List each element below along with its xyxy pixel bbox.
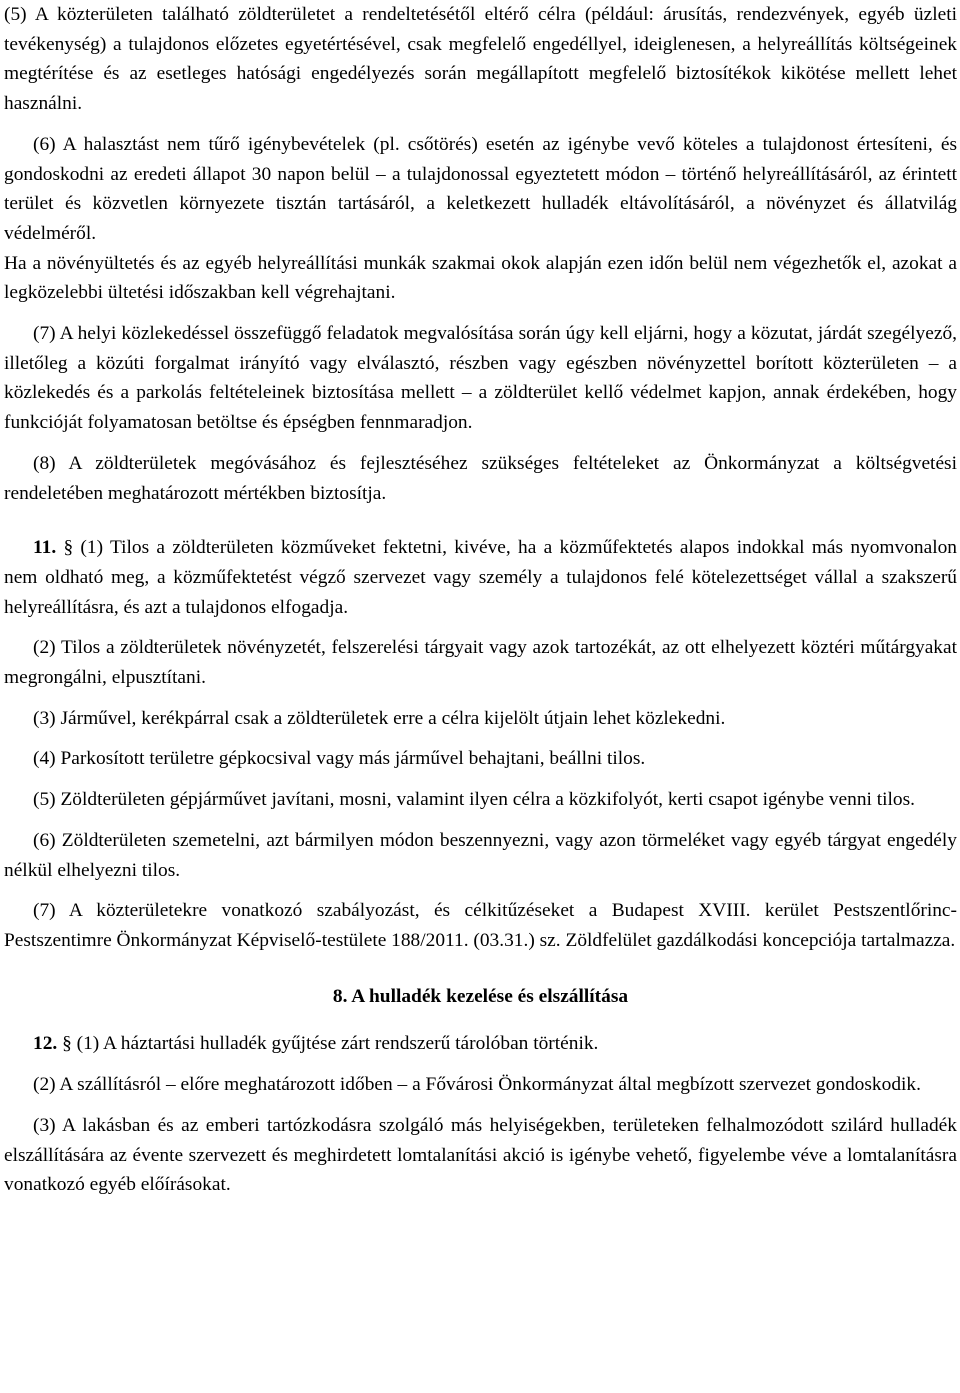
section-11-paragraph-4: (4) Parkosított területre gépkocsival vagy más járművel behajtani, beállni tilos. [33, 748, 646, 770]
section-12-paragraph-2: (2) A szállításról – előre meghatározott időben – a Fővárosi Önkormányzat által megbízott szervezet gondoskodik. [33, 1074, 921, 1096]
chapter-8-heading: 8. A hulladék kezelése és elszállítása [332, 985, 629, 1007]
section-11-paragraph-5: (5) Zöldterületen gépjárművet javítani, mosni, valamint ilyen célra a közkifolyót, kerti csapot igénybe venni tilos. [33, 789, 916, 811]
section-11-paragraph-6: (6) Zöldterületen szemetelni, azt bármilyen módon beszennyezni, vagy azon törmeléket vagy egyéb tárgyat engedély nélkül elhelyezni tilos. [4, 829, 957, 881]
section-number-12: 12. [33, 1033, 58, 1055]
section-12-text-1: § (1) A háztartási hulladék gyűjtése zárt rendszerű tárolóban történik. [57, 1033, 599, 1055]
section-11-paragraph-2: (2) Tilos a zöldterületek növényzetét, felszerelési tárgyait vagy azok tartozékát, az ott elhelyezett köztéri műtárgyakat megrongálni, elpusztítani. [4, 637, 957, 689]
section-12-paragraph-3: (3) A lakásban és az emberi tartózkodásra szolgáló más helyiségekben, területeken felhalmozódott szilárd hulladék elszállítására az évente szervezett és meghirdetett lomtalanítási akció is igénybe vehető, figyelembe véve a lomtalanításra vonatkozó egyéb előírásokat. [4, 1114, 957, 1196]
paragraph-10-8: (8) A zöldterületek megóvásához és fejlesztéséhez szükséges feltételeket az Önkormányzat a költségvetési rendeletében meghatározott mértékben biztosítja. [4, 452, 957, 504]
section-11-paragraph-7: (7) A közterületekre vonatkozó szabályozást, és célkitűzéseket a Budapest XVIII. kerület Pestszentlőrinc-Pestszentimre Önkormányzat Képviselő-testülete 188/2011. (03.31.) sz. Zöldfelület gazdálkodási koncepciója tartalmazza. [4, 900, 957, 951]
section-11-paragraph-3: (3) Járművel, kerékpárral csak a zöldterületek erre a célra kijelölt útjain lehet közlekedni. [33, 707, 726, 729]
section-number-11: 11. [33, 537, 57, 559]
paragraph-10-6: (6) A halasztást nem tűrő igénybevételek (pl. csőtörés) esetén az igénybe vevő köteles a tulajdonost értesíteni, és gondoskodni az eredeti állapot 30 napon belül – a tulajdonossal egyeztetett módon – történő helyreállításáról, az érintett terület és közvetlen környezete tisztán tartásáról, a keletkezett hulladék eltávolításáról, a növényzet és állatvilág védelméről. [4, 133, 957, 244]
paragraph-10-6-continuation: Ha a növényültetés és az egyéb helyreállítási munkák szakmai okok alapján ezen időn belül nem végezhetők el, azokat a legközelebbi ültetési időszakban kell végrehajtani. [4, 252, 957, 304]
section-12-paragraph-1 [4, 1029, 957, 1059]
paragraph-10-7: (7) A helyi közlekedéssel összefüggő feladatok megvalósítása során úgy kell eljárni, hogy a közutat, járdát szegélyező, illetőleg a közúti forgalmat irányító vagy elválasztó, részben vagy egészben növényzettel borított közterületen – a közlekedés és a parkolás feltételeinek biztosítása mellett – a zöldterület kellő védelmet kapjon, annak érdekében, hogy funkcióját folyamatosan betöltse és épségben fennmaradjon. [4, 323, 957, 434]
section-11-text-1: § (1) Tilos a zöldterületen közműveket fektetni, kivéve, ha a közműfektetés alapos indokkal más nyomvonalon nem oldható meg, a közműfektetést végző szervezet vagy személy a tulajdonos felé kötelezettséget vállal a szakszerű helyreállításra, és azt a tulajdonos elfogadja. [4, 537, 957, 618]
paragraph-10-5: (5) A közterületen található zöldterületet a rendeltetésétől eltérő célra (például: árusítás, rendezvények, egyéb üzleti tevékenység) a tulajdonos előzetes egyetértésével, csak megfelelő engedéllyel, ideiglenesen, a helyreállítás költségeinek megtérítése és az esetleges hatósági engedélyezés során megállapított megfelelő biztosítékok kikötése mellett lehet használni. [4, 4, 957, 115]
section-11-paragraph-1 [4, 533, 957, 622]
